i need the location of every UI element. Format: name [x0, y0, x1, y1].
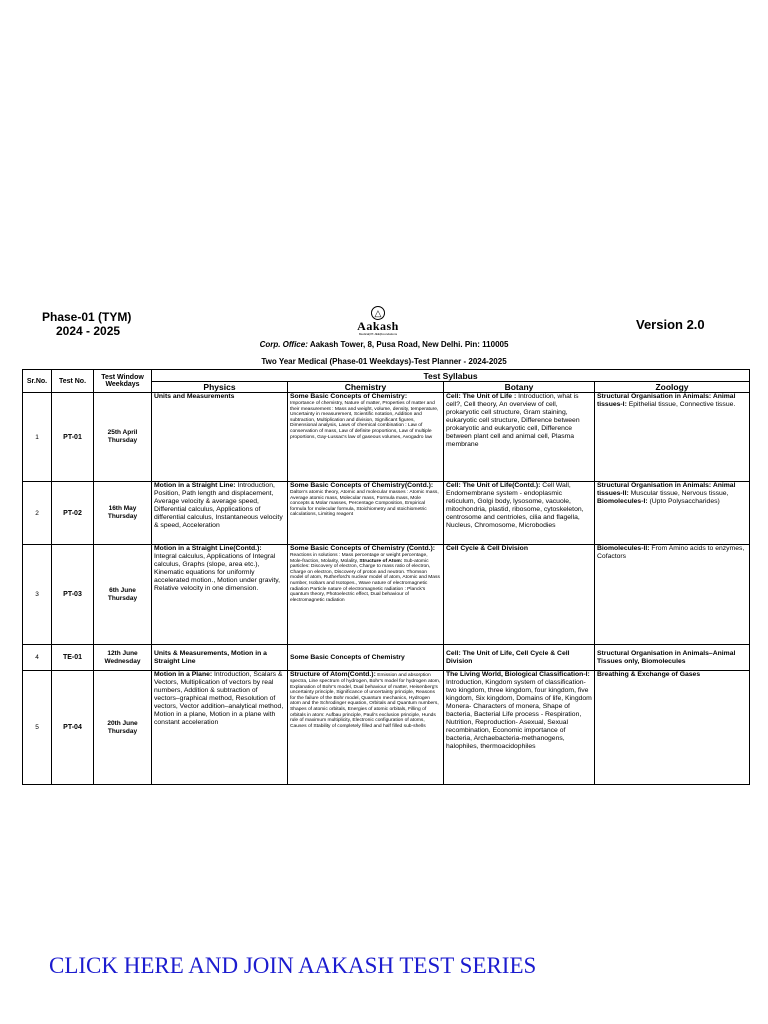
- botany-topic: Cell: The Unit of Life :: [446, 393, 517, 400]
- row-zoology: [595, 482, 750, 545]
- header-botany: Botany: [444, 382, 595, 393]
- row-zoology: [595, 645, 750, 671]
- zoology-details-2: (Upto Polysaccharides): [649, 498, 720, 505]
- zoology-topic: Structural Organisation in Animals: Animal tissues-I:: [597, 393, 736, 408]
- row-physics: [152, 482, 288, 545]
- chemistry-topic: Some Basic Concepts of Chemistry:: [290, 393, 408, 400]
- zoology-topic: Structural Organisation in Animals: Animal tissues-II:: [597, 482, 736, 497]
- zoology-topic: Breathing & Exchange of Gases: [597, 671, 701, 678]
- row-botany: [444, 545, 595, 645]
- header-zoology: Zoology: [595, 382, 750, 393]
- row-date: 6th June: [109, 586, 136, 594]
- row-botany: [444, 671, 595, 785]
- botany-topic: Cell: The Unit of Life, Cell Cycle & Cell Division: [446, 649, 570, 665]
- row-test-window: [94, 671, 152, 785]
- table-row: [23, 671, 750, 785]
- chemistry-details: Reactions in solutions : Mass percentage or weight percentage, Mole-fraction, Molarity, Molality,: [290, 553, 428, 564]
- aakash-logo: [348, 306, 408, 336]
- phase-label: Phase-01 (TYM): [42, 310, 132, 324]
- physics-topic: Motion in a Straight Line:: [154, 482, 236, 489]
- row-test-window: [94, 645, 152, 671]
- botany-topic: Cell Cycle & Cell Division: [446, 545, 528, 552]
- table-row: [23, 545, 750, 645]
- row-srno: 1: [23, 393, 52, 482]
- chemistry-topic: Some Basic Concepts of Chemistry: [290, 653, 405, 661]
- row-srno: 3: [23, 545, 52, 645]
- row-date: 25th April: [107, 429, 138, 436]
- row-zoology: [595, 393, 750, 482]
- table-row: [23, 482, 750, 545]
- row-test-no: TE-01: [52, 645, 94, 671]
- row-day: Thursday: [107, 437, 138, 444]
- row-day: Thursday: [107, 594, 138, 602]
- header-chemistry: Chemistry: [288, 382, 444, 393]
- chemistry-details-2: Sub-atomic particles: Discovery of electron, Charge to mass ratio of electron, Charge on electron, Discovery of proton and neutron. Thomson model of atom, Rutherford's nuclear model of atom, Atomic and Mass number, Isobars and Isotopes., Wave nature of electromagnetic radiation Particle nature of electromagnetic radiation : Planck's quantum theory, Photoelectric effect, Dual behaviour of electromagnetic radiation: [290, 558, 440, 603]
- zoology-topic: Structural Organisation in Animals–Animal Tissues only, Biomolecules: [597, 649, 736, 665]
- header-test-no: Test No.: [52, 370, 94, 393]
- row-srno: 5: [23, 671, 52, 785]
- logo-emblem-icon: △: [371, 306, 385, 320]
- corp-office-label: Corp. Office:: [259, 340, 308, 349]
- chemistry-details: Importance of chemistry, Nature of matter, Properties of matter and their measurement : Mass and weight, volume, density, temperature, Uncertainty in measurement, Scientific notation, Addition and subtraction, Multiplication and division, Significant figures, Dimensional analysis, Laws of chemical combination : Law of conservation of mass, Law of definite proportions, Law of multiple proportions, Gay-Lussac's law of gaseous volumes, Avogadro law: [290, 401, 439, 440]
- row-chemistry: [288, 482, 444, 545]
- zoology-topic: Biomolecules-II:: [597, 545, 650, 552]
- row-botany: [444, 393, 595, 482]
- row-chemistry: [288, 393, 444, 482]
- row-day: Thursday: [107, 727, 138, 735]
- corp-office-address: Aakash Tower, 8, Pusa Road, New Delhi. Pin: 110005: [309, 340, 509, 349]
- zoology-details: Epithelial tissue, Connective tissue.: [628, 401, 736, 408]
- chemistry-details: Emission and absorption spectra, Line spectrum of hydrogen, Bohr's model for hydrogen atom, Explanation of Bohr's model, Dual behaviour of matter, Heisenberg's uncertainty principle, Significance of uncertainty principle, Reasons for the failure of the Bohr model, Quantum mechanics, Hydrogen atom and the Schrodinger equation, Orbitals and Quantum numbers, Shapes of atomic orbitals, Energies of atomic orbitals, Filling of orbitals in atom: Aufbau principle, Pauli's exclusion principle, Hunds rule of maximum multiplicity, Electronic configuration of atoms, Causes of Stability of completely filled and half filled sub-shells: [290, 673, 441, 729]
- row-physics: [152, 545, 288, 645]
- physics-topic: Units & Measurements, Motion in a Straight Line: [154, 649, 267, 665]
- row-chemistry: [288, 671, 444, 785]
- row-zoology: [595, 671, 750, 785]
- header-srno: Sr.No.: [23, 370, 52, 393]
- logo-tagline: Medical|IIT-JEE|Foundations: [358, 332, 398, 336]
- phase-heading: [42, 310, 131, 338]
- row-test-no: PT-04: [52, 671, 94, 785]
- row-chemistry: [288, 545, 444, 645]
- table-row: [23, 393, 750, 482]
- row-test-window: [94, 482, 152, 545]
- row-test-no: PT-01: [52, 393, 94, 482]
- year-label: 2024 - 2025: [56, 324, 121, 338]
- row-date: 20th June: [107, 719, 138, 727]
- chemistry-topic: Some Basic Concepts of Chemistry(Contd.):: [290, 482, 434, 489]
- botany-topic: The Living World, Biological Classification-I:: [446, 671, 590, 678]
- row-srno: 2: [23, 482, 52, 545]
- header-physics: Physics: [152, 382, 288, 393]
- row-day: Thursday: [107, 513, 138, 520]
- version-label: Version 2.0: [636, 317, 705, 332]
- chemistry-topic-2: Structure of Atom:: [359, 558, 403, 564]
- botany-topic: Cell: The Unit of Life(Contd.):: [446, 482, 541, 489]
- physics-details: Integral calculus, Applications of Integral calculus, Graphs (slope, area etc.), Kinematic equations for uniformly accelerated motion., Motion under gravity, Relative velocity in one dimension.: [154, 553, 281, 592]
- row-test-window: [94, 393, 152, 482]
- row-srno: 4: [23, 645, 52, 671]
- row-date: 12th June: [107, 649, 138, 657]
- join-test-series-link[interactable]: CLICK HERE AND JOIN AAKASH TEST SERIES: [49, 953, 537, 978]
- physics-topic: Motion in a Straight Line(Contd.):: [154, 545, 262, 552]
- row-test-no: PT-02: [52, 482, 94, 545]
- row-zoology: [595, 545, 750, 645]
- zoology-topic-2: Biomolecules-I:: [597, 498, 648, 505]
- corp-office: [0, 340, 768, 349]
- planner-title: Two Year Medical (Phase-01 Weekdays)-Test Planner - 2024-2025: [261, 357, 507, 366]
- botany-details: Introduction, what is cell?, Cell theory, An overview of cell, prokaryotic cell structure, Gram staining, eukaryotic cell structure, Difference between prokaryotic and eukaryotic cell, Difference between plant cell and animal cell, Plasma membrane: [446, 393, 580, 448]
- physics-details: Introduction, Scalars & Vectors, Multiplication of vectors by real numbers, Addition & subtraction of vectors–graphical method, Resolution of vectors, Vector addition–analytical method, Motion in a plane, Motion in a plane with constant acceleration: [154, 671, 284, 726]
- test-planner-table: [22, 369, 750, 785]
- row-test-window: [94, 545, 152, 645]
- physics-topic: Motion in a Plane:: [154, 671, 213, 678]
- table-row: [23, 645, 750, 671]
- row-physics: [152, 393, 288, 482]
- chemistry-details: Dalton's atomic theory, Atomic and molecular masses : Atomic mass, Average atomic mass, Molecular mass, Formula mass, Mole concepts & Molar masses, Percentage Composition, Empirical formula for molecular formula, Stoichiometry and stoichiometric calculations, Limiting reagent: [290, 490, 439, 518]
- row-test-no: PT-03: [52, 545, 94, 645]
- physics-details: Introduction, Position, Path length and displacement, Average velocity & average speed, Differential calculus, Applications of differential calculus, Instantaneous velocity & speed, Acceleration: [154, 482, 283, 529]
- header-test-syllabus: Test Syllabus: [152, 370, 750, 382]
- zoology-details: Muscular tissue, Nervous tissue,: [630, 490, 729, 497]
- header-test-window: Test Window Weekdays: [94, 370, 152, 393]
- row-date: 16th May: [108, 505, 137, 512]
- physics-topic: Units and Measurements: [154, 393, 235, 400]
- botany-details: Introduction, Kingdom system of classification- two kingdom, three kingdom, four kingdom, five kingdom, Six kingdom, Domains of life, Kingdom Monera- Characters of monera, Shape of bacteria, Bacterial Life process - Respiration, Nutrition, Reproduction- Asexual, Sexual recombination, Economic importance of bacteria, Archaebacteria-methanogens, halophiles, thermoacidophiles: [446, 679, 592, 750]
- chemistry-topic: Some Basic Concepts of Chemistry (Contd.):: [290, 545, 436, 552]
- row-physics: [152, 671, 288, 785]
- row-botany: [444, 645, 595, 671]
- chemistry-topic: Structure of Atom(Contd.):: [290, 671, 376, 678]
- botany-details: Cell Wall, Endomembrane system - endoplasmic reticulum, Golgi body, lysosome, vacuole, mitochondria, plastid, ribosome, cytoskeleton, centrosome and centrioles, cilia and flagella, Nucleus, Chromosome, Microbodies: [446, 482, 584, 529]
- row-chemistry: [288, 645, 444, 671]
- row-physics: [152, 645, 288, 671]
- logo-name: Aakash: [357, 319, 399, 333]
- row-day: Wednesday: [104, 657, 141, 665]
- row-botany: [444, 482, 595, 545]
- zoology-details: From Amino acids to enzymes, Cofactors: [597, 545, 745, 560]
